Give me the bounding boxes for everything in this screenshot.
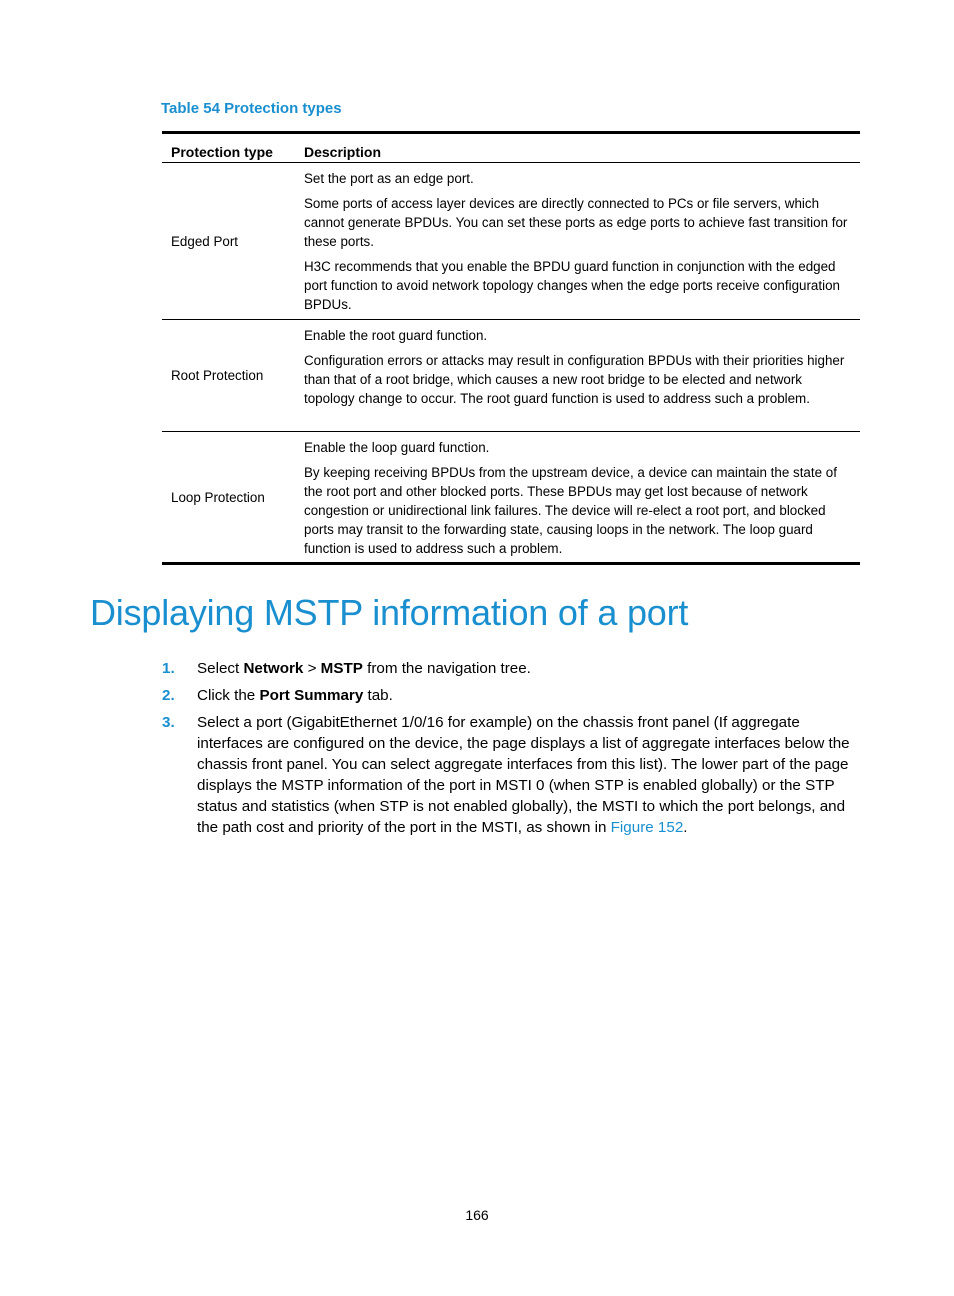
step-text xyxy=(197,658,867,679)
description-paragraph: Enable the root guard function. xyxy=(304,328,488,343)
ui-term-mstp: MSTP xyxy=(320,660,363,677)
protection-type-cell: Edged Port xyxy=(171,233,238,249)
step-text-part: Select xyxy=(197,660,244,677)
table-row xyxy=(162,320,860,432)
column-header-description: Description xyxy=(304,144,382,160)
description-paragraph: H3C recommends that you enable the BPDU guard function in conjunction with the edged port function to avoid network topology changes when the edge ports receive configuration BPDUs. xyxy=(304,259,840,312)
ui-term-network: Network xyxy=(243,660,304,677)
table-header-row xyxy=(162,134,860,163)
procedure-steps xyxy=(162,658,867,844)
figure-link[interactable]: Figure 152 xyxy=(610,819,684,836)
step-text-part: Click the xyxy=(197,687,260,704)
step-text-part: tab. xyxy=(363,687,393,704)
description-paragraph: Configuration errors or attacks may result in configuration BPDUs with their priorities higher than that of a root bridge, which causes a new root bridge to be elected and network topology change to occur. The root guard function is used to address such a problem. xyxy=(304,353,845,406)
step-number: 3. xyxy=(162,714,175,731)
table-row xyxy=(162,163,860,320)
step-text xyxy=(197,712,867,838)
step-text xyxy=(197,685,867,706)
protection-types-table xyxy=(162,131,860,565)
description-cell xyxy=(295,163,860,319)
step-text-part: from the navigation tree. xyxy=(362,660,531,677)
list-item xyxy=(162,658,867,679)
list-item xyxy=(162,685,867,706)
page-number: 166 xyxy=(465,1207,489,1223)
table-row xyxy=(162,432,860,562)
section-heading: Displaying MSTP information of a port xyxy=(90,592,689,633)
table-caption: Table 54 Protection types xyxy=(161,100,342,117)
step-text-part: > xyxy=(303,660,321,677)
description-paragraph: Enable the loop guard function. xyxy=(304,440,490,455)
protection-type-cell: Loop Protection xyxy=(171,489,265,505)
description-paragraph: Some ports of access layer devices are directly connected to PCs or file servers, which cannot generate BPDUs. You can set these ports as edge ports to achieve fast transition for these ports. xyxy=(304,196,848,249)
description-paragraph: Set the port as an edge port. xyxy=(304,171,474,186)
list-item xyxy=(162,712,867,838)
description-cell xyxy=(295,320,860,431)
step-number: 2. xyxy=(162,687,175,704)
step-text-part: . xyxy=(683,819,688,836)
description-paragraph: By keeping receiving BPDUs from the upstream device, a device can maintain the state of the root port and other blocked ports. These BPDUs may get lost because of network congestion or unidirectional link failures. The device will re-elect a root port, and blocked ports may transit to the forwarding state, causing loops in the network. The loop guard function is used to address such a problem. xyxy=(304,465,837,556)
column-header-protection-type: Protection type xyxy=(171,144,273,160)
ui-term-port-summary: Port Summary xyxy=(259,687,364,704)
protection-type-cell: Root Protection xyxy=(171,368,264,383)
description-cell xyxy=(295,432,860,562)
step-text-part: Select a port (GigabitEthernet 1/0/16 for example) on the chassis front panel (If aggregate interfaces are configured on the device, the page displays a list of aggregate interfaces below the chassis front panel. You can select aggregate interfaces from this list). The lower part of the page displays the MSTP information of the port in MSTI 0 (when STP is enabled globally) or the STP status and statistics (when STP is not enabled globally), the MSTI to which the port belongs, and the path cost and priority of the port in the MSTI, as shown in xyxy=(197,714,850,836)
step-number: 1. xyxy=(162,660,175,677)
